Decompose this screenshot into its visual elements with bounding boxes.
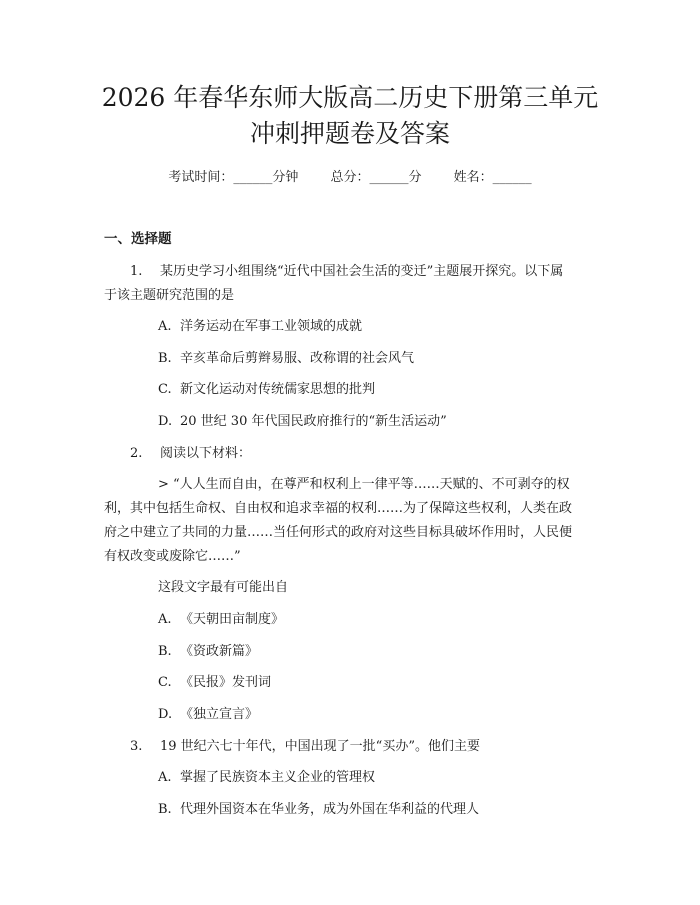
option-text: 洋务运动在军事工业领域的成就	[180, 319, 363, 334]
question-1-option-a	[158, 318, 362, 336]
exam-title	[60, 80, 640, 152]
option-text: 新文化运动对传统儒家思想的批判	[180, 382, 376, 397]
question-1-stem-line-1	[130, 263, 563, 281]
option-text: 辛亥革命后剪辫易服、改称谓的社会风气	[180, 351, 415, 366]
option-label: A.	[158, 770, 172, 785]
question-3-stem	[130, 738, 480, 756]
question-3-option-b	[158, 801, 479, 819]
option-label: C.	[158, 675, 172, 690]
option-label: C.	[158, 382, 172, 397]
question-1-option-d	[158, 413, 447, 431]
option-label: A.	[158, 319, 172, 334]
question-2-stem-text: 阅读以下材料：	[160, 446, 252, 461]
quote-line-2: 利，其中包括生命权、自由权和追求幸福的权利……为了保障这些权利，人类在政	[104, 501, 573, 516]
question-1-number: 1.	[130, 264, 143, 279]
question-1-option-c	[158, 381, 375, 399]
question-2-followup: 这段文字最有可能出自	[158, 580, 289, 595]
question-1-option-b	[158, 350, 414, 368]
option-text: 《民报》发刊词	[180, 675, 272, 690]
exam-time-field: 考试时间：______分钟	[168, 170, 299, 185]
option-label: B.	[158, 802, 172, 817]
option-label: D.	[158, 414, 173, 429]
question-3-number: 3.	[130, 739, 143, 754]
total-score-field: 总分：______分	[330, 170, 422, 185]
quote-line-1: > “人人生而自由，在尊严和权利上一律平等……天赋的、不可剥夺的权	[158, 477, 570, 492]
question-3-option-a	[158, 769, 375, 787]
option-text: 《独立宣言》	[180, 707, 259, 722]
title-line-1: 2026 年春华东师大版高二历史下册第三单元	[101, 83, 599, 112]
exam-meta	[0, 169, 700, 187]
title-line-2: 冲刺押题卷及答案	[249, 119, 450, 148]
option-text: 掌握了民族资本主义企业的管理权	[180, 770, 376, 785]
option-text: 《资政新篇》	[180, 644, 259, 659]
question-3-stem-text: 19 世纪六七十年代，中国出现了一批“买办”。他们主要	[160, 739, 480, 754]
quote-line-3: 府之中建立了共同的力量……当任何形式的政府对这些目标具破坏作用时，人民便	[104, 525, 573, 540]
question-2-option-b	[158, 643, 258, 661]
name-field: 姓名：______	[453, 170, 532, 185]
question-2-number: 2.	[130, 446, 143, 461]
question-2-option-d	[158, 706, 258, 724]
option-text: 代理外国资本在华业务，成为外国在华利益的代理人	[180, 802, 480, 817]
question-2-option-c	[158, 674, 271, 692]
option-label: A.	[158, 612, 172, 627]
option-label: D.	[158, 707, 173, 722]
option-text: 20 世纪 30 年代国民政府推行的“新生活运动”	[180, 414, 447, 429]
question-1-stem-line-2: 于该主题研究范围的是	[104, 288, 235, 303]
option-label: B.	[158, 351, 172, 366]
quote-line-4: 有权改变或废除它……”	[104, 549, 241, 564]
question-2-stem	[130, 445, 251, 463]
option-text: 《天朝田亩制度》	[180, 612, 285, 627]
option-label: B.	[158, 644, 172, 659]
section-heading: 一、选择题	[104, 231, 172, 247]
question-1-stem-text-1: 某历史学习小组围绕“近代中国社会生活的变迁”主题展开探究。以下属	[160, 264, 564, 279]
question-2-option-a	[158, 611, 284, 629]
